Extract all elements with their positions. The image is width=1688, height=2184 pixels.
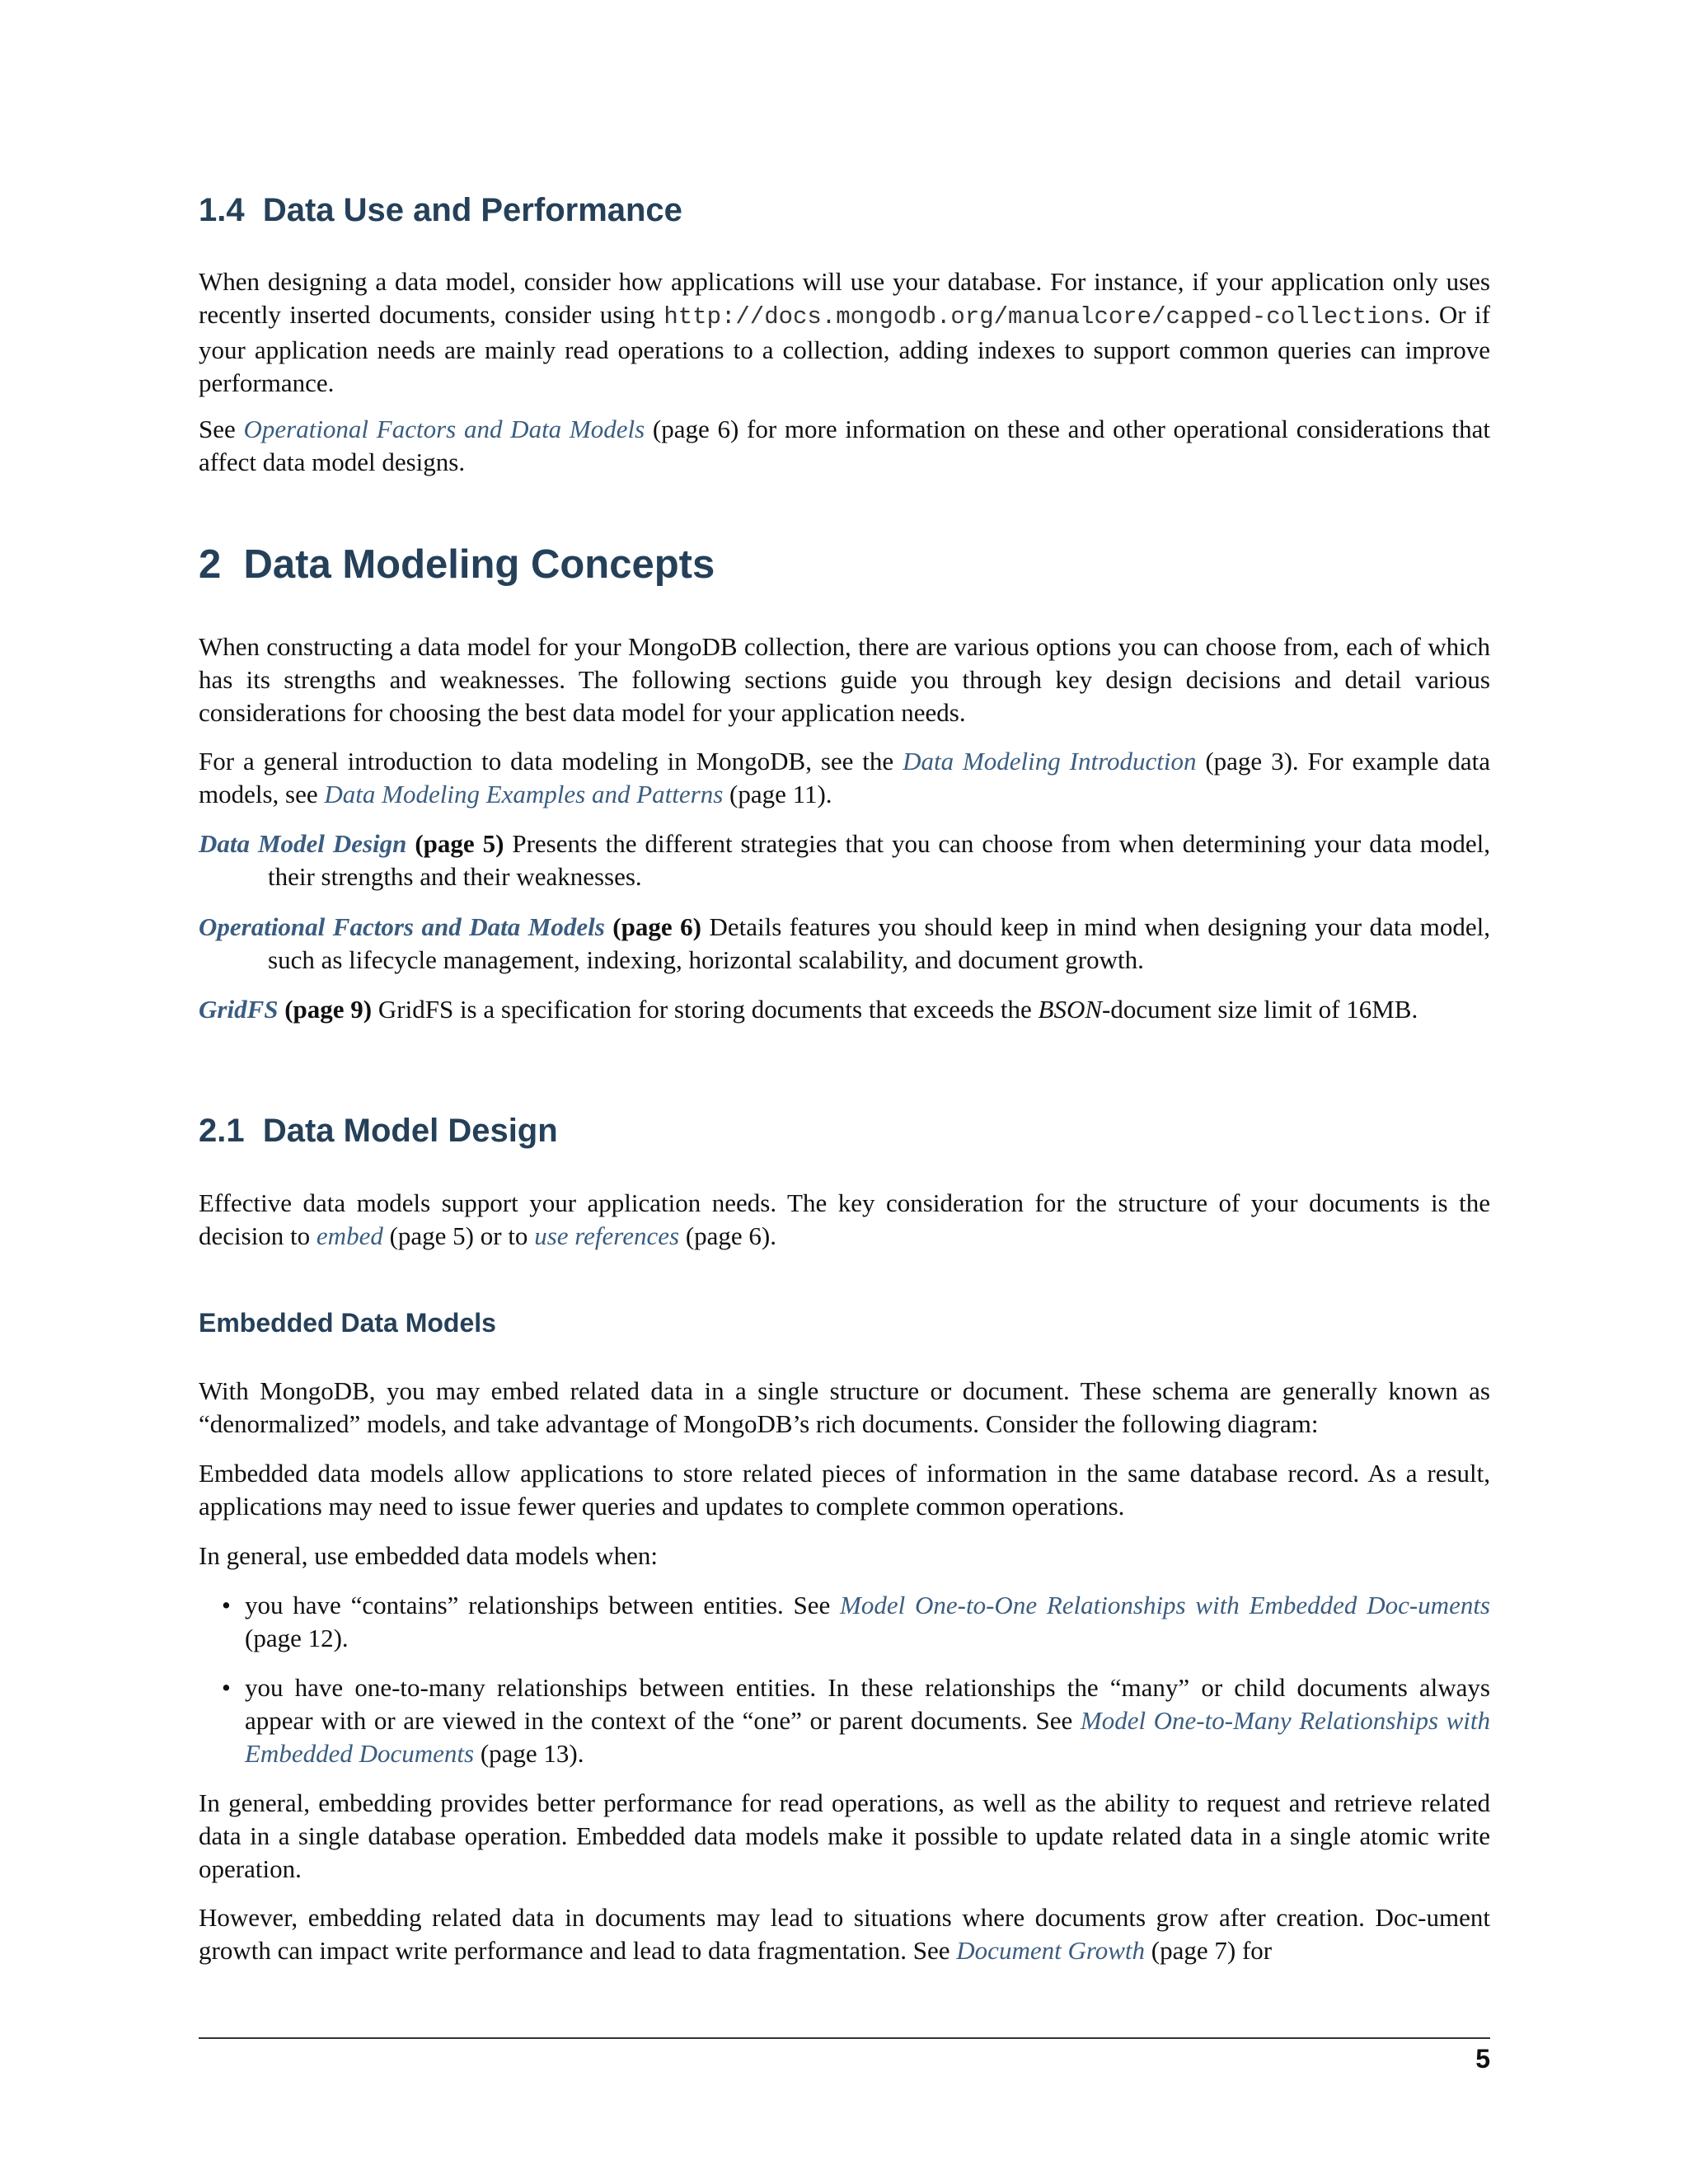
paragraph-data-use: When designing a data model, consider how applications will use your database. For instance, if your application only uses recently inserted documents, consider using http://docs.mongodb.org/manualcore/capped-collections. Or if your application needs are mainly read operations to a collection, adding indexes to support common queries can improve performance. — [199, 267, 1490, 397]
paragraph-see-operational: See Operational Factors and Data Models (page 6) for more information on these and other operational considerations that affect data model designs. — [199, 415, 1490, 476]
page-number: 5 — [1475, 2044, 1490, 2074]
paragraph-effective-models: Effective data models support your application needs. The key consideration for the structure of your documents is the decision to embed (page 5) or to use references (page 6). — [199, 1188, 1490, 1250]
footer-rule — [199, 2037, 1490, 2039]
paragraph-general-intro: For a general introduction to data modeling in MongoDB, see the Data Modeling Introduction (page 3). For example data models, see Data Modeling Examples and Patterns (page 11). — [199, 747, 1490, 808]
link-use-references[interactable]: use references — [534, 1221, 680, 1250]
link-one-to-many-embedded[interactable]: Model One-to-Many Relationships with Embedded Documents — [245, 1706, 1490, 1768]
paragraph-constructing: When constructing a data model for your MongoDB collection, there are various options you can choose from, each of which has its strengths and weaknesses. The following sections guide you through key design decisions and detail various considerations for choosing the best data model for your application needs. — [199, 632, 1490, 727]
document-page — [199, 0, 1490, 2184]
chapter-number: 2 — [199, 542, 222, 587]
bullet-icon: • — [222, 1673, 231, 1702]
section-heading-2-1 — [199, 1113, 558, 1150]
list-item: • you have one-to-many relationships between entities. In these relationships the “many” or child documents always appear with or are viewed in the context of the “one” or parent documents. See Model One-to-Many Relationships with Embedded Documents (page 13). — [222, 1673, 1490, 1768]
definition-operational-factors: Operational Factors and Data Models (page 6) Details features you should keep in mind when designing your data model, such as lifecycle management, indexing, horizontal scalability, and document growth. — [199, 912, 1490, 974]
link-operational-factors[interactable]: Operational Factors and Data Models — [243, 415, 645, 443]
chapter-title: Data Modeling Concepts — [243, 542, 715, 587]
paragraph-use-embedded-when: In general, use embedded data models when: — [199, 1541, 658, 1570]
paragraph-embedding-performance: In general, embedding provides better performance for read operations, as well as the ability to request and retrieve related data in a single database operation. Embedded data models make it possible to update related data in a single atomic write operation. — [199, 1788, 1490, 1883]
link-data-modeling-introduction[interactable]: Data Modeling Introduction — [903, 747, 1197, 776]
definition-gridfs: GridFS (page 9) GridFS is a specification for storing documents that exceeds the BSON-document size limit of 16MB. — [199, 995, 1418, 1024]
paragraph-with-mongodb: With MongoDB, you may embed related data in a single structure or document. These schema are generally known as “denormalized” models, and take advantage of MongoDB’s rich documents. Consider the following diagram: — [199, 1376, 1490, 1438]
paragraph-embedded-allow: Embedded data models allow applications to store related pieces of information in the same database record. As a result, applications may need to issue fewer queries and updates to complete common operations. — [199, 1459, 1490, 1521]
link-data-model-design[interactable]: Data Model Design — [199, 829, 407, 858]
link-data-modeling-examples[interactable]: Data Modeling Examples and Patterns — [324, 780, 724, 808]
subsection-heading-embedded: Embedded Data Models — [199, 1308, 496, 1338]
section-number: 1.4 — [199, 192, 245, 228]
section-title: Data Model Design — [262, 1113, 558, 1149]
link-operational-factors-def[interactable]: Operational Factors and Data Models — [199, 912, 605, 941]
section-title: Data Use and Performance — [262, 192, 682, 228]
chapter-heading-2 — [199, 541, 715, 588]
link-gridfs[interactable]: GridFS — [199, 995, 279, 1024]
link-document-growth[interactable]: Document Growth — [956, 1936, 1146, 1965]
link-embed[interactable]: embed — [316, 1221, 383, 1250]
list-item: • you have “contains” relationships between entities. See Model One-to-One Relationships with Embedded Doc-uments (page 12). — [222, 1591, 1490, 1652]
section-heading-1-4 — [199, 192, 682, 229]
section-number: 2.1 — [199, 1113, 245, 1149]
capped-collections-url: http://docs.mongodb.org/manualcore/capped-collections — [663, 303, 1424, 330]
paragraph-however-embedding: However, embedding related data in documents may lead to situations where documents grow after creation. Doc-ument growth can impact write performance and lead to data fragmentation. See Document Growth (page 7) for — [199, 1903, 1490, 1965]
definition-data-model-design: Data Model Design (page 5) Presents the different strategies that you can choose from when determining your data model, their strengths and their weaknesses. — [199, 829, 1490, 891]
bullet-icon: • — [222, 1591, 231, 1619]
link-one-to-one-embedded[interactable]: Model One-to-One Relationships with Embedded Doc-uments — [840, 1591, 1490, 1619]
